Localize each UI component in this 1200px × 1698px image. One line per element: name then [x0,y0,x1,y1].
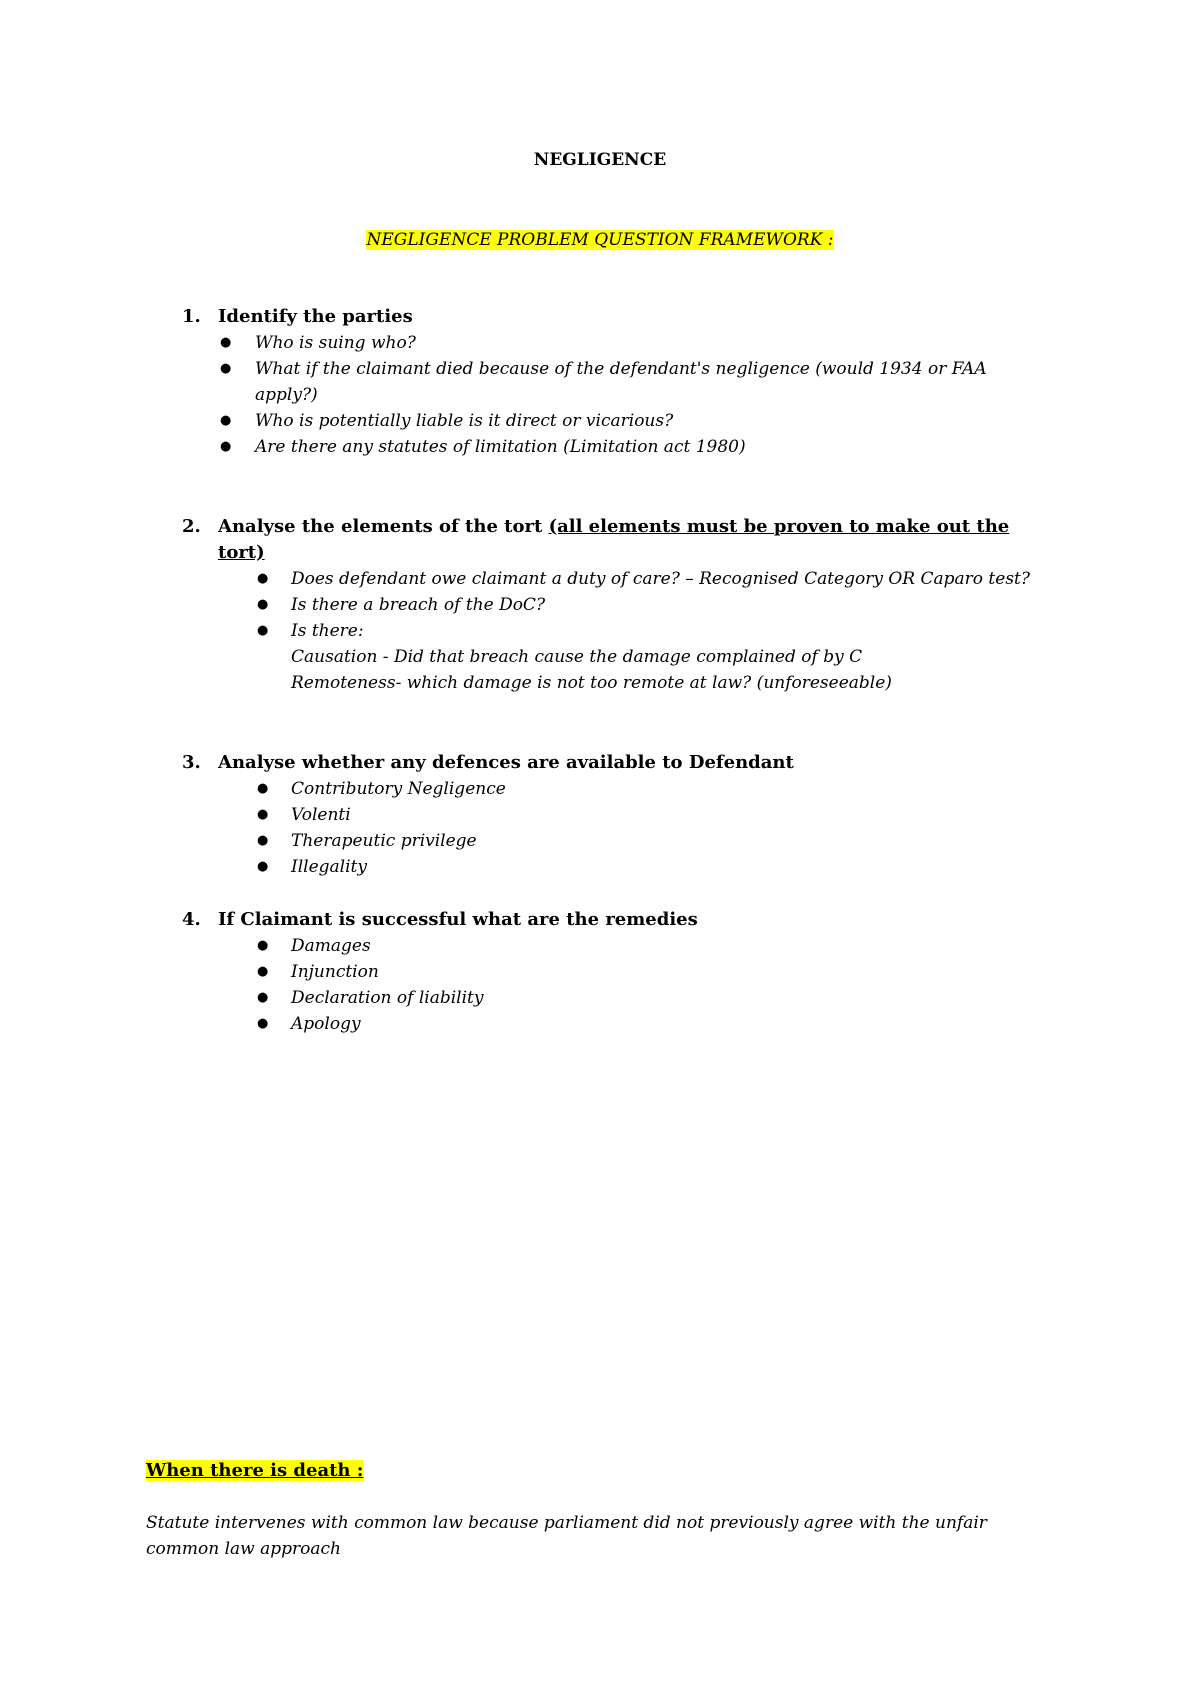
death-paragraph: Statute intervenes with common law because parliament did not previously agree with the unfair common law approach [146,1513,987,1559]
bullet-icon: ● [220,413,232,428]
section-number: 4. [182,909,201,930]
causation-line: Causation - Did that breach cause the damage complained of by C [291,647,863,667]
section-heading: Analyse the elements of the tort (all elements must be proven to make out the tort) [218,516,1010,563]
section-number: 1. [182,306,201,327]
section-defences [182,750,1042,880]
framework-heading [0,230,1200,250]
bullet-icon: ● [257,1016,269,1031]
section-identify-parties [182,304,1042,460]
bullet-icon: ● [220,335,232,350]
list-item: ● Apology [182,1011,1042,1037]
document-title: NEGLIGENCE [533,150,667,170]
bullet-list [182,776,1042,880]
bullet-icon: ● [220,439,232,454]
list-item: ● Damages [182,933,1042,959]
framework-heading-text: NEGLIGENCE PROBLEM QUESTION FRAMEWORK : [366,230,834,250]
list-item: ● Therapeutic privilege [182,828,1042,854]
bullet-icon: ● [257,938,269,953]
list-item: ● Is there a breach of the DoC? [182,592,1042,618]
list-item: ● Illegality [182,854,1042,880]
section-heading: Identify the parties [218,306,413,327]
list-item: ● Contributory Negligence [182,776,1042,802]
bullet-icon: ● [220,361,232,376]
bullet-icon: ● [257,964,269,979]
section-heading: Analyse whether any defences are available to Defendant [218,752,794,773]
bullet-list [182,330,1042,460]
list-item: ● Are there any statutes of limitation (Limitation act 1980) [182,434,1042,460]
bullet-icon: ● [257,990,269,1005]
bullet-icon: ● [257,859,269,874]
bullet-icon: ● [257,833,269,848]
list-item: ● What if the claimant died because of the defendant's negligence (would 1934 or FAA apply?) [182,356,1042,408]
bullet-icon: ● [257,807,269,822]
bullet-list [182,566,1042,696]
bullet-list [182,933,1042,1037]
bullet-icon: ● [257,571,269,586]
death-heading: When there is death : [146,1460,364,1481]
section-heading: If Claimant is successful what are the remedies [218,909,698,930]
section-number: 2. [182,516,201,537]
list-item: ● Does defendant owe claimant a duty of care? – Recognised Category OR Caparo test? [182,566,1042,592]
list-item: ● Is there: Causation - Did that breach cause the damage complained of by C Remoteness- which damage is not too remote at law? (unforeseeable) [182,618,1042,696]
list-item: ● Who is potentially liable is it direct or vicarious? [182,408,1042,434]
list-item: ● Volenti [182,802,1042,828]
list-item: ● Declaration of liability [182,985,1042,1011]
bullet-icon: ● [257,781,269,796]
section-remedies [182,907,1042,1037]
section-analyse-elements [182,514,1042,696]
section-number: 3. [182,752,201,773]
remoteness-line: Remoteness- which damage is not too remote at law? (unforeseeable) [291,673,892,693]
section-heading-underlined: (all elements must be proven to make out the tort) [218,516,1010,563]
bullet-icon: ● [257,597,269,612]
bullet-icon: ● [257,623,269,638]
list-item: ● Who is suing who? [182,330,1042,356]
list-item: ● Injunction [182,959,1042,985]
